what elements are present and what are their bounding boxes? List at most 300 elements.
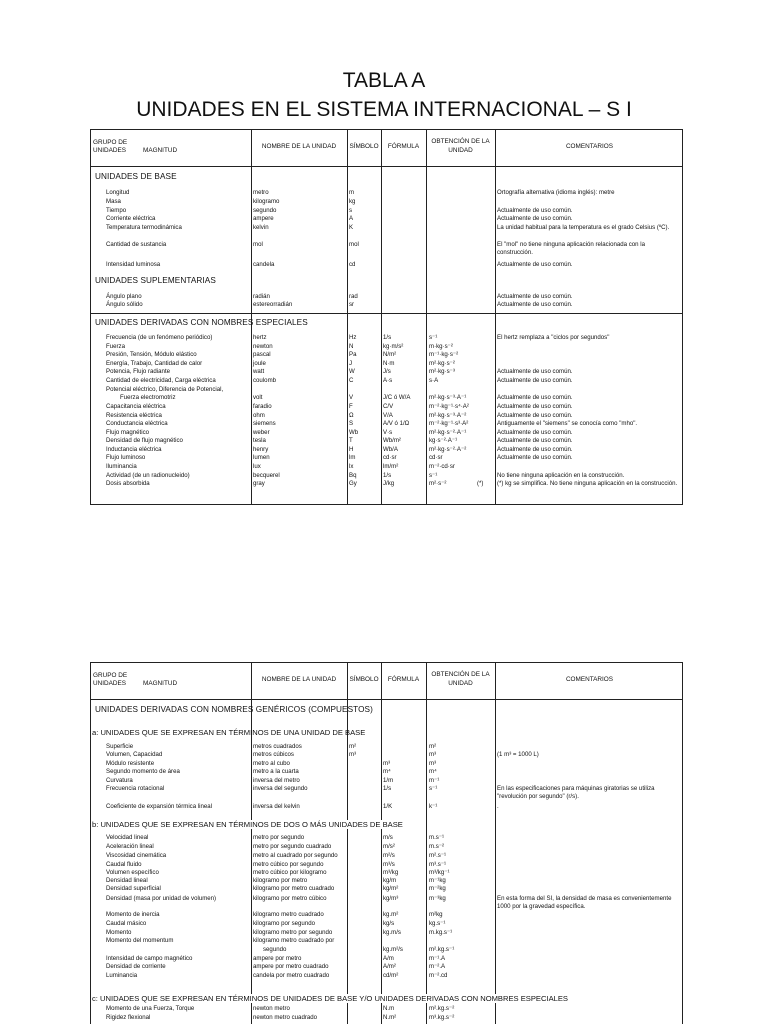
formula-cell: 1/s <box>383 785 392 792</box>
derivation-cell: m⁻³kg <box>429 895 446 902</box>
magnitude-cell: Momento del momentum <box>106 937 174 944</box>
table-row <box>91 911 682 919</box>
symbol-cell: Pa <box>349 351 357 358</box>
magnitude-cell: Volumen, Capacidad <box>106 751 163 758</box>
section-derived-title: UNIDADES DERIVADAS CON NOMBRES ESPECIALES <box>95 318 308 327</box>
derivation-cell: m³.s⁻¹ <box>429 861 447 868</box>
magnitude-cell: Densidad de flujo magnético <box>106 437 183 444</box>
formula-cell: cd/m² <box>383 972 399 979</box>
header-comentarios: COMENTARIOS <box>565 676 614 683</box>
magnitude-cell: Potencia, Flujo radiante <box>106 368 171 375</box>
derivation-cell: m⁻¹·kg·s⁻² <box>429 351 459 358</box>
unit-name-cell: kilogramo por metro cuadrado <box>253 885 335 892</box>
unit-name-cell: inversa del metro <box>253 777 300 784</box>
unit-name-cell: pascal <box>253 351 271 358</box>
formula-cell: m³/s <box>383 861 395 868</box>
formula-cell: cd·sr <box>383 454 397 461</box>
formula-cell: V/A <box>383 412 393 419</box>
table-row <box>91 920 682 928</box>
unit-name-cell: weber <box>253 429 270 436</box>
magnitude-cell: Rigidez flexional <box>106 1014 151 1021</box>
symbol-cell: mol <box>349 241 359 248</box>
units-table-2 <box>90 662 683 1024</box>
formula-cell: kg·m/s² <box>383 343 404 350</box>
table-row <box>91 777 682 785</box>
magnitude-cell: Energía, Trabajo, Cantidad de calor <box>106 360 203 367</box>
symbol-cell: m³ <box>349 751 357 758</box>
table-row <box>91 834 682 842</box>
symbol-cell: lm <box>349 454 356 461</box>
comment-cell: . <box>497 803 499 810</box>
formula-cell: N·m <box>383 360 395 367</box>
symbol-cell: K <box>349 224 354 231</box>
formula-cell: 1/K <box>383 803 393 810</box>
table-row <box>91 852 682 860</box>
symbol-cell: F <box>349 403 353 410</box>
symbol-cell: s <box>349 207 353 214</box>
magnitude-cell: Momento de una Fuerza, Torque <box>106 1005 195 1012</box>
comment-cell: Actualmente de uso común. <box>497 293 573 300</box>
derivation-cell: kg.s⁻¹ <box>429 920 446 927</box>
magnitude-cell: Inductancia eléctrica <box>106 446 162 453</box>
unit-name-cell: lux <box>253 463 261 470</box>
table-row <box>91 293 682 301</box>
unit-name-cell: kilogramo metro cuadrado <box>253 911 324 918</box>
magnitude-cell: Módulo resistente <box>106 760 155 767</box>
unit-name-cell: segundo <box>263 946 287 953</box>
symbol-cell: kg <box>349 198 356 205</box>
table-row <box>91 394 682 402</box>
unit-name-cell: henry <box>253 446 269 453</box>
magnitude-cell: Segundo momento de área <box>106 768 180 775</box>
table-row <box>91 885 682 893</box>
unit-name-cell: metro al cubo <box>253 760 290 767</box>
derivation-cell: m²·kg·s⁻²·A⁻¹ <box>429 429 467 436</box>
table-row <box>91 803 682 811</box>
table-row <box>91 360 682 368</box>
header-unidades: UNIDADES <box>93 680 127 687</box>
table-row <box>91 301 682 309</box>
derivation-cell: m⁻¹kg <box>429 877 446 884</box>
unit-name-cell: tesla <box>253 437 266 444</box>
section-supl-title: UNIDADES SUPLEMENTARIAS <box>95 276 216 285</box>
header-grupo: GRUPO DE <box>93 139 128 146</box>
formula-cell: m/s <box>383 834 393 841</box>
note-marker: (*) <box>477 480 484 487</box>
derivation-cell: m²·s⁻² <box>429 480 447 487</box>
derivation-cell: m².s⁻¹ <box>429 852 447 859</box>
table-row <box>91 768 682 776</box>
derivation-cell: m.s⁻² <box>429 843 445 850</box>
comment-cell: En las especificaciones para máquinas giratorias se utiliza "revolución por segundo" (r/s). <box>497 785 655 800</box>
magnitude-cell: Momento <box>106 929 132 936</box>
formula-cell: A/m <box>383 955 394 962</box>
magnitude-cell: Velocidad lineal <box>106 834 149 841</box>
section-base-title: UNIDADES DE BASE <box>95 172 177 181</box>
header-comentarios: COMENTARIOS <box>565 143 614 150</box>
symbol-cell: H <box>349 446 354 453</box>
derivation-cell: s⁻¹ <box>429 785 438 792</box>
derivation-cell: cd·sr <box>429 454 443 461</box>
comment-cell: En esta forma del SI, la densidad de masa es convenientemente 1000 por la gravedad específica. <box>497 895 672 910</box>
unit-name-cell: ampere <box>253 215 274 222</box>
formula-cell: N.m² <box>383 1014 397 1021</box>
symbol-cell: Ω <box>349 412 354 419</box>
magnitude-cell: Viscosidad cinemática <box>106 852 167 859</box>
unit-name-cell: inversa del segundo <box>253 785 308 792</box>
table-row <box>91 972 682 980</box>
magnitude-cell: Coeficiente de expansión térmica lineal <box>106 803 213 810</box>
table-row <box>91 1005 682 1013</box>
symbol-cell: S <box>349 420 354 427</box>
derivation-cell: s⁻¹ <box>429 472 438 479</box>
header-obtencion-1: OBTENCIÓN DE LA <box>431 138 490 145</box>
magnitude-cell: Cantidad de sustancia <box>106 241 167 248</box>
table-row <box>91 412 682 420</box>
magnitude-cell: Superficie <box>106 743 134 750</box>
unit-name-cell: candela <box>253 261 275 268</box>
unit-name-cell: mol <box>253 241 263 248</box>
derivation-cell: m²·kg·s⁻³·A⁻¹ <box>429 394 467 401</box>
header-obtencion-2: UNIDAD <box>448 680 473 687</box>
magnitude-cell: Flujo luminoso <box>106 454 146 461</box>
derivation-cell: s⁻¹ <box>429 334 438 341</box>
symbol-cell: C <box>349 377 354 384</box>
magnitude-cell: Aceleración lineal <box>106 843 154 850</box>
unit-name-cell: siemens <box>253 420 276 427</box>
unit-name-cell: ohm <box>253 412 265 419</box>
table-row <box>91 446 682 454</box>
comment-cell: Actualmente de uso común. <box>497 403 573 410</box>
derivation-cell: m·kg·s⁻² <box>429 343 453 350</box>
magnitude-cell: Densidad superficial <box>106 885 161 892</box>
derivation-cell: m⁻²·cd·sr <box>429 463 455 470</box>
derivation-cell: m⁻²·kg⁻¹·s⁴·A² <box>429 403 469 410</box>
unit-name-cell: watt <box>253 368 265 375</box>
derivation-cell: m⁻¹ <box>429 777 440 784</box>
formula-cell: m²/s <box>383 852 395 859</box>
comment-cell: Actualmente de uso común. <box>497 377 573 384</box>
table-row <box>91 207 682 215</box>
subsection-c-title: c: UNIDADES QUE SE EXPRESAN EN TÉRMINOS DE UNIDADES DE BASE Y/O UNIDADES DERIVADAS CON NOMBRES ESPECIALES <box>92 994 571 1003</box>
unit-name-cell: metro cúbico por segundo <box>253 861 324 868</box>
unit-name-cell: kilogramo metro por segundo <box>253 929 333 936</box>
comment-cell: Ortografía alternativa (idioma inglés): metre <box>497 189 615 196</box>
formula-cell: m/s² <box>383 843 395 850</box>
table-row <box>91 963 682 971</box>
table-row <box>91 368 682 376</box>
derivation-cell: m² <box>429 743 437 750</box>
derivation-cell: m⁻¹.A <box>429 955 446 962</box>
comment-cell: No tiene ninguna aplicación en la construcción. <box>497 472 625 479</box>
formula-cell: kg.m² <box>383 911 399 918</box>
formula-cell: Wb/A <box>383 446 398 453</box>
table-row <box>91 241 682 256</box>
formula-cell: A·s <box>383 377 393 384</box>
formula-cell: m³/kg <box>383 869 399 876</box>
table-row <box>91 861 682 869</box>
unit-name-cell: estereorradián <box>253 301 293 308</box>
formula-cell: kg/m <box>383 877 397 884</box>
comment-cell: Actualmente de uso común. <box>497 207 573 214</box>
magnitude-cell: Densidad de corriente <box>106 963 166 970</box>
table-row <box>91 463 682 471</box>
table-row <box>91 869 682 877</box>
magnitude-cell: Actividad (de un radionucleido) <box>106 472 190 479</box>
derivation-cell: m²kg <box>429 911 443 918</box>
table-row <box>91 189 682 197</box>
table-row <box>91 472 682 480</box>
unit-name-cell: radián <box>253 293 270 300</box>
comment-cell: Actualmente de uso común. <box>497 394 573 401</box>
table-row <box>91 937 682 945</box>
magnitude-cell: Presión, Tensión, Módulo elástico <box>106 351 197 358</box>
comment-cell: El hertz remplaza a "ciclos por segundos" <box>497 334 610 341</box>
table-row <box>91 877 682 885</box>
unit-name-cell: kilogramo por segundo <box>253 920 315 927</box>
header-obtencion-2: UNIDAD <box>448 147 473 154</box>
unit-name-cell: kilogramo por metro <box>253 877 308 884</box>
table-row <box>91 437 682 445</box>
magnitude-cell: Momento de inercia <box>106 911 160 918</box>
magnitude-cell: Longitud <box>106 189 130 196</box>
unit-name-cell: coulomb <box>253 377 277 384</box>
comment-cell: Actualmente de uso común. <box>497 429 573 436</box>
unit-name-cell: metro por segundo cuadrado <box>253 843 332 850</box>
derivation-cell: m³/kg⁻¹ <box>429 869 450 876</box>
magnitude-cell: Potencial eléctrico, Diferencia de Potencial, <box>106 386 224 393</box>
derivation-cell: s·A <box>429 377 439 384</box>
unit-name-cell: ampere por metro cuadrado <box>253 963 329 970</box>
subsection-a-title: a: UNIDADES QUE SE EXPRESAN EN TÉRMINOS DE UNA UNIDAD DE BASE <box>92 728 366 737</box>
header-nombre: NOMBRE DE LA UNIDAD <box>261 676 337 683</box>
formula-cell: C/V <box>383 403 394 410</box>
unit-name-cell: candela por metro cuadrado <box>253 972 330 979</box>
derivation-cell: m²·kg·s⁻²·A⁻² <box>429 446 467 453</box>
formula-cell: N.m <box>383 1005 395 1012</box>
table-row <box>91 198 682 206</box>
formula-cell: kg.m/s <box>383 929 401 936</box>
page-title-line2: UNIDADES EN EL SISTEMA INTERNACIONAL – S I <box>136 98 632 121</box>
comment-cell: Actualmente de uso común. <box>497 412 573 419</box>
header-magnitud: MAGNITUD <box>143 680 178 687</box>
unit-name-cell: kilogramo metro cuadrado por <box>253 937 335 944</box>
comment-cell: Actualmente de uso común. <box>497 437 573 444</box>
derivation-cell: k⁻¹ <box>429 803 438 810</box>
derivation-cell: m².kg.s⁻² <box>429 1005 455 1012</box>
derivation-cell: m.kg.s⁻¹ <box>429 929 453 936</box>
table-row <box>91 403 682 411</box>
symbol-cell: Hz <box>349 334 357 341</box>
table-row <box>91 343 682 351</box>
unit-name-cell: becquerel <box>253 472 280 479</box>
derivation-cell: m⁻²kg <box>429 885 446 892</box>
comment-cell: El "mol" no tiene ninguna aplicación relacionada con la construcción. <box>497 241 645 256</box>
derivation-cell: m³.kg.s⁻² <box>429 1014 455 1021</box>
magnitude-cell: Densidad lineal <box>106 877 148 884</box>
derivation-cell: m²·kg·s⁻² <box>429 360 455 367</box>
formula-cell: V·s <box>383 429 393 436</box>
unit-name-cell: kilogramo <box>253 198 280 205</box>
derivation-cell: m⁻²·kg⁻¹·s³·A² <box>429 420 469 427</box>
table-row <box>91 843 682 851</box>
table-row <box>91 224 682 232</box>
symbol-cell: cd <box>349 261 356 268</box>
formula-cell: 1/s <box>383 334 392 341</box>
symbol-cell: m <box>349 189 355 196</box>
formula-cell: A/m² <box>383 963 396 970</box>
derivation-cell: m⁻².cd <box>429 972 448 979</box>
table-row <box>91 743 682 751</box>
header-simbolo: SÍMBOLO <box>349 676 379 683</box>
magnitude-cell: Frecuencia rotacional <box>106 785 165 792</box>
header-unidades: UNIDADES <box>93 147 127 154</box>
unit-name-cell: joule <box>253 360 266 367</box>
table-row <box>91 334 682 342</box>
formula-cell: m⁴ <box>383 768 391 775</box>
table-row <box>91 946 682 954</box>
unit-name-cell: metros cuadrados <box>253 743 302 750</box>
magnitude-cell: Corriente eléctrica <box>106 215 156 222</box>
formula-cell: A/V ó 1/Ω <box>383 420 410 427</box>
derivation-cell: m².kg.s⁻¹ <box>429 946 455 953</box>
magnitude-cell: Intensidad luminosa <box>106 261 161 268</box>
formula-cell: 1/m <box>383 777 394 784</box>
magnitude-cell: Luminancia <box>106 972 138 979</box>
table-row <box>91 429 682 437</box>
magnitude-cell: Fuerza electromotriz <box>120 394 176 401</box>
formula-cell: J/C ó W/A <box>383 394 411 401</box>
header-simbolo: SÍMBOLO <box>349 143 379 150</box>
table-row <box>91 480 682 488</box>
symbol-cell: rad <box>349 293 358 300</box>
magnitude-cell: Caudal fluido <box>106 861 142 868</box>
table-row <box>91 1014 682 1022</box>
formula-cell: kg/m² <box>383 885 399 892</box>
formula-cell: kg/m³ <box>383 895 399 902</box>
formula-cell: m³ <box>383 760 391 767</box>
formula-cell: Wb/m² <box>383 437 401 444</box>
formula-cell: lm/m² <box>383 463 399 470</box>
comment-cell: Actualmente de uso común. <box>497 368 573 375</box>
table-row <box>91 215 682 223</box>
symbol-cell: T <box>349 437 353 444</box>
unit-name-cell: kilogramo por metro cúbico <box>253 895 327 902</box>
magnitude-cell: Dosis absorbida <box>106 480 150 487</box>
magnitude-cell: Fuerza <box>106 343 125 350</box>
magnitude-cell: Resistencia eléctrica <box>106 412 162 419</box>
header-grupo: GRUPO DE <box>93 672 128 679</box>
magnitude-cell: Temperatura termodinámica <box>106 224 182 231</box>
unit-name-cell: segundo <box>253 207 277 214</box>
table-row <box>91 454 682 462</box>
unit-name-cell: metro <box>253 189 269 196</box>
comment-cell: Actualmente de uso común. <box>497 446 573 453</box>
comment-cell: Actualmente de uso común. <box>497 261 573 268</box>
unit-name-cell: kelvin <box>253 224 269 231</box>
symbol-cell: lx <box>349 463 354 470</box>
table-row <box>91 386 682 394</box>
magnitude-cell: Volumen específico <box>106 869 159 876</box>
derivation-cell: m⁴ <box>429 768 437 775</box>
subsection-b-title: b: UNIDADES QUE SE EXPRESAN EN TÉRMINOS DE DOS O MÁS UNIDADES DE BASE <box>92 820 406 829</box>
derivation-cell: m³ <box>429 760 437 767</box>
symbol-cell: sr <box>349 301 355 308</box>
formula-cell: 1/s <box>383 472 392 479</box>
magnitude-cell: Masa <box>106 198 121 205</box>
table-row <box>91 420 682 428</box>
unit-name-cell: metro al cuadrado por segundo <box>253 852 338 859</box>
magnitude-cell: Intensidad de campo magnético <box>106 955 193 962</box>
derivation-cell: m.s⁻¹ <box>429 834 445 841</box>
comment-cell: (*) kg se simplifica. No tiene ninguna aplicación en la construcción. <box>497 480 678 487</box>
unit-name-cell: ampere por metro <box>253 955 302 962</box>
header-nombre: NOMBRE DE LA UNIDAD <box>261 143 337 150</box>
comment-cell: La unidad habitual para la temperatura es el grado Celsius (ºC). <box>497 224 670 231</box>
unit-name-cell: volt <box>253 394 263 401</box>
table-row <box>91 895 682 910</box>
symbol-cell: Gy <box>349 480 357 487</box>
magnitude-cell: Caudal másico <box>106 920 147 927</box>
table-row <box>91 760 682 768</box>
header-obtencion-1: OBTENCIÓN DE LA <box>431 671 490 678</box>
derivation-cell: m²·kg·s⁻³·A⁻² <box>429 412 467 419</box>
symbol-cell: V <box>349 394 354 401</box>
unit-name-cell: hertz <box>253 334 267 341</box>
symbol-cell: N <box>349 343 354 350</box>
comment-cell: Antiguamente el "siemens" se conocía como "mho". <box>497 420 638 427</box>
unit-name-cell: metro a la cuarta <box>253 768 299 775</box>
table-row <box>91 929 682 937</box>
table-row <box>91 351 682 359</box>
symbol-cell: A <box>349 215 354 222</box>
unit-name-cell: metro por segundo <box>253 834 305 841</box>
table-row <box>91 955 682 963</box>
unit-name-cell: newton metro cuadrado <box>253 1014 318 1021</box>
magnitude-cell: Iluminancia <box>106 463 137 470</box>
page-title-line1: TABLA A <box>342 69 426 92</box>
formula-cell: J/s <box>383 368 391 375</box>
symbol-cell: W <box>349 368 355 375</box>
magnitude-cell: Densidad (masa por unidad de volumen) <box>106 895 217 902</box>
formula-cell: kg/s <box>383 920 395 927</box>
formula-cell: J/kg <box>383 480 395 487</box>
header-formula: FÓRMULA <box>387 143 420 150</box>
magnitude-cell: Ángulo plano <box>106 293 142 300</box>
header-formula: FÓRMULA <box>387 676 420 683</box>
unit-name-cell: metros cúbicos <box>253 751 294 758</box>
comment-cell: Actualmente de uso común. <box>497 301 573 308</box>
derivation-cell: m³ <box>429 751 437 758</box>
magnitude-cell: Cantidad de electricidad, Carga eléctrica <box>106 377 216 384</box>
derivation-cell: m⁻².A <box>429 963 446 970</box>
magnitude-cell: Conductancia eléctrica <box>106 420 168 427</box>
unit-name-cell: newton metro <box>253 1005 290 1012</box>
unit-name-cell: inversa del kelvin <box>253 803 300 810</box>
unit-name-cell: gray <box>253 480 265 487</box>
comment-cell: Actualmente de uso común. <box>497 215 573 222</box>
comment-cell: (1 m³ = 1000 L) <box>497 751 539 758</box>
section-generic-title: UNIDADES DERIVADAS CON NOMBRES GENÉRICOS (COMPUESTOS) <box>95 705 373 714</box>
units-table-1 <box>90 129 683 505</box>
table-row <box>91 377 682 385</box>
magnitude-cell: Flujo magnético <box>106 429 150 436</box>
unit-name-cell: newton <box>253 343 273 350</box>
magnitude-cell: Frecuencia (de un fenómeno periódico) <box>106 334 213 341</box>
magnitude-cell: Capacitancia eléctrica <box>106 403 166 410</box>
table-row <box>91 751 682 759</box>
symbol-cell: Wb <box>349 429 359 436</box>
